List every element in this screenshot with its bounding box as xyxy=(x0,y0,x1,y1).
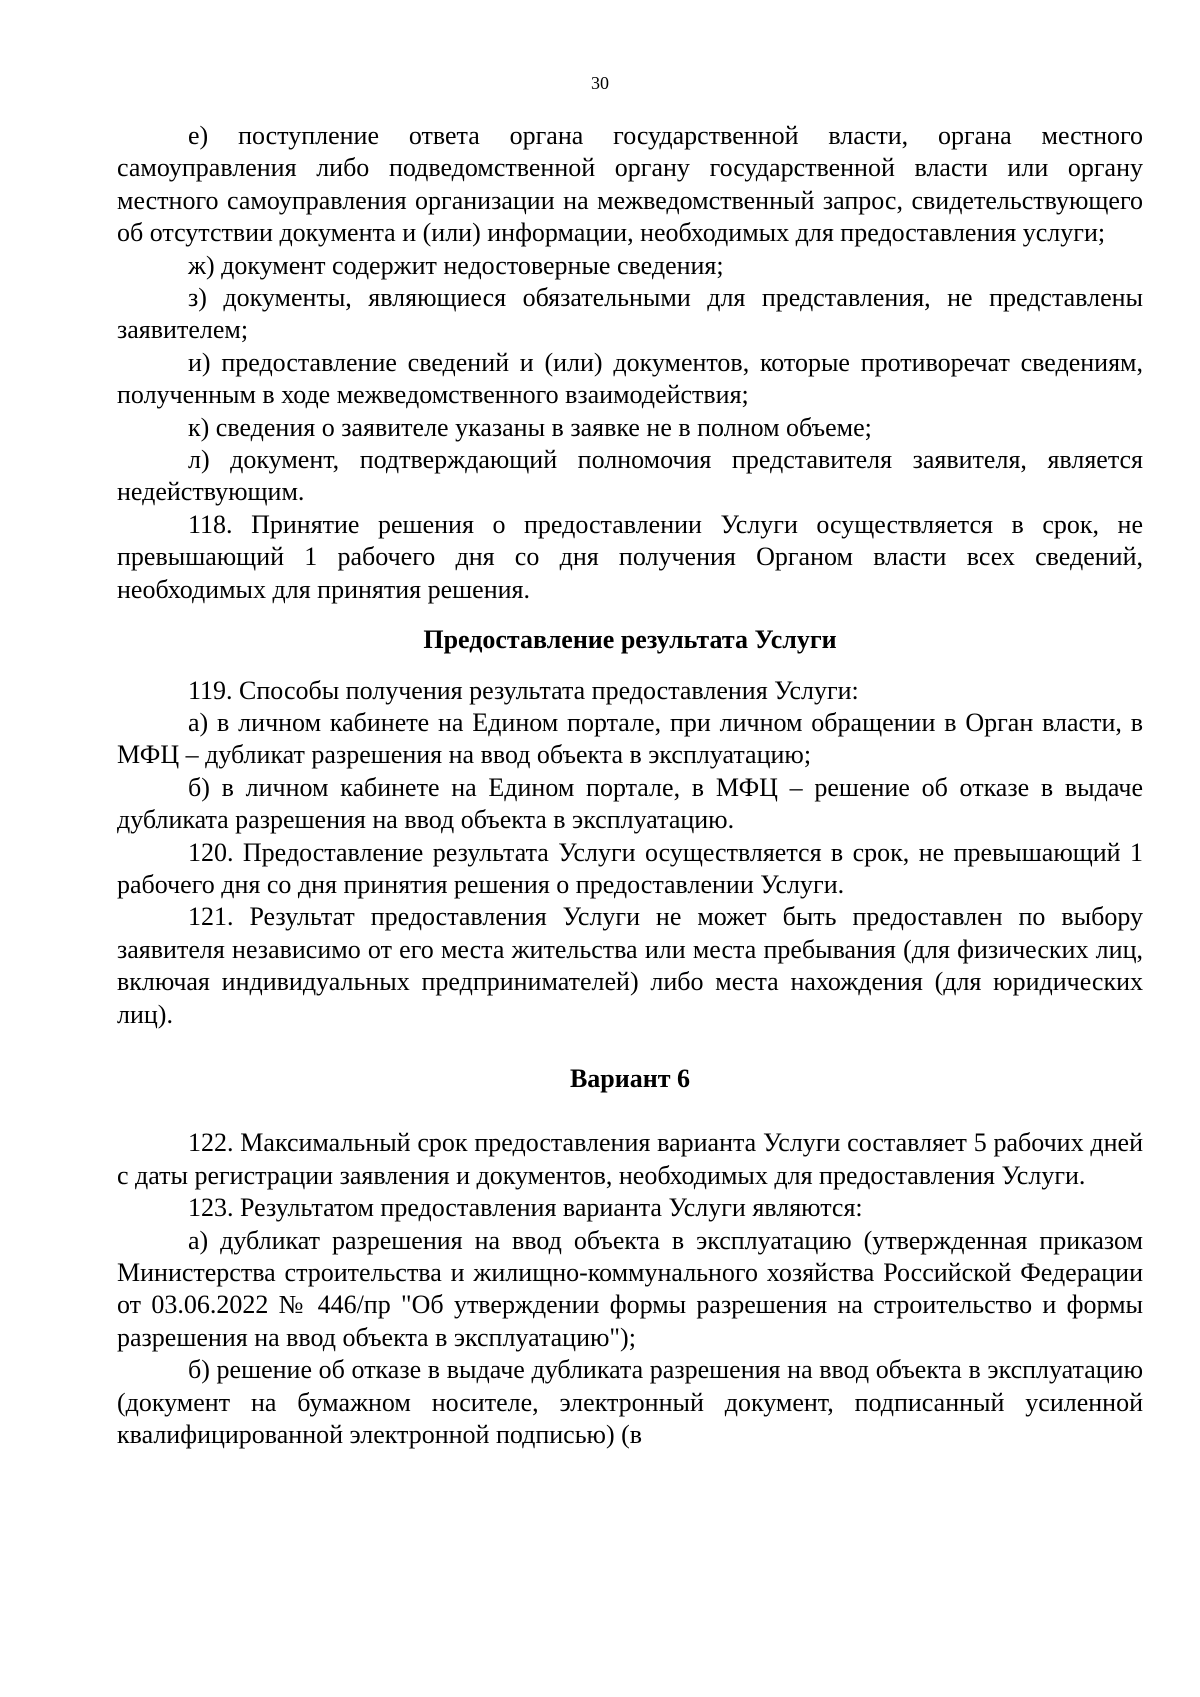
paragraph-118: 118. Принятие решения о предоставлении Услуги осуществляется в срок, не превышающий 1 рабочего дня со дня получения Органом власти всех сведений, необходимых для принятия решения. xyxy=(117,509,1143,604)
paragraph-120: 120. Предоставление результата Услуги осуществляется в срок, не превышающий 1 рабочего дня со дня принятия решения о предоставлении Услуги. xyxy=(117,837,1143,899)
page-number: 30 xyxy=(591,73,609,93)
paragraph-item-zh: ж) документ содержит недостоверные сведения; xyxy=(188,250,724,280)
section-heading-result: Предоставление результата Услуги xyxy=(423,625,837,655)
paragraph-122: 122. Максимальный срок предоставления варианта Услуги составляет 5 рабочих дней с даты регистрации заявления и документов, необходимых для предоставления Услуги. xyxy=(117,1128,1143,1190)
paragraph-item-l: л) документ, подтверждающий полномочия представителя заявителя, является недействующим. xyxy=(117,445,1143,507)
paragraph-item-e: е) поступление ответа органа государственной власти, органа местного самоуправления либо подведомственной органу государственной власти или органу местного самоуправления организации на межведомственный запрос, свидетельствующего об отсутствии документа и (или) информации, необходимых для предоставления услуги; xyxy=(117,121,1143,248)
paragraph-item-z: з) документы, являющиеся обязательными для представления, не представлены заявителем; xyxy=(117,283,1143,345)
paragraph-123: 123. Результатом предоставления варианта Услуги являются: xyxy=(188,1193,863,1223)
paragraph-119: 119. Способы получения результата предоставления Услуги: xyxy=(188,675,859,705)
paragraph-119-a: а) в личном кабинете на Едином портале, при личном обращении в Орган власти, в МФЦ – дубликат разрешения на ввод объекта в эксплуатацию; xyxy=(117,707,1143,770)
paragraph-123-b: б) решение об отказе в выдаче дубликата разрешения на ввод объекта в эксплуатацию (документ на бумажном носителе, электронный документ, подписанный усиленной квалифицированной электронной подписью) (в xyxy=(117,1355,1143,1450)
paragraph-123-a: а) дубликат разрешения на ввод объекта в эксплуатацию (утвержденная приказом Министерства строительства и жилищно-коммунального хозяйства Российской Федерации от 03.06.2022 № 446/пр "Об утверждении формы разрешения на строительство и формы разрешения на ввод объекта в эксплуатацию"); xyxy=(117,1225,1143,1352)
document-body xyxy=(117,120,1143,1451)
paragraph-119-b: б) в личном кабинете на Едином портале, в МФЦ – решение об отказе в выдаче дубликата разрешения на ввод объекта в эксплуатацию. xyxy=(117,772,1143,835)
section-heading-variant-6: Вариант 6 xyxy=(569,1063,691,1093)
paragraph-item-i: и) предоставление сведений и (или) документов, которые противоречат сведениям, полученным в ходе межведомственного взаимодействия; xyxy=(117,347,1143,410)
paragraph-121: 121. Результат предоставления Услуги не может быть предоставлен по выбору заявителя независимо от его места жительства или места пребывания (для физических лиц, включая индивидуальных предпринимателей) либо места нахождения (для юридических лиц). xyxy=(117,902,1143,1029)
paragraph-item-k: к) сведения о заявителе указаны в заявке не в полном объеме; xyxy=(188,412,872,442)
